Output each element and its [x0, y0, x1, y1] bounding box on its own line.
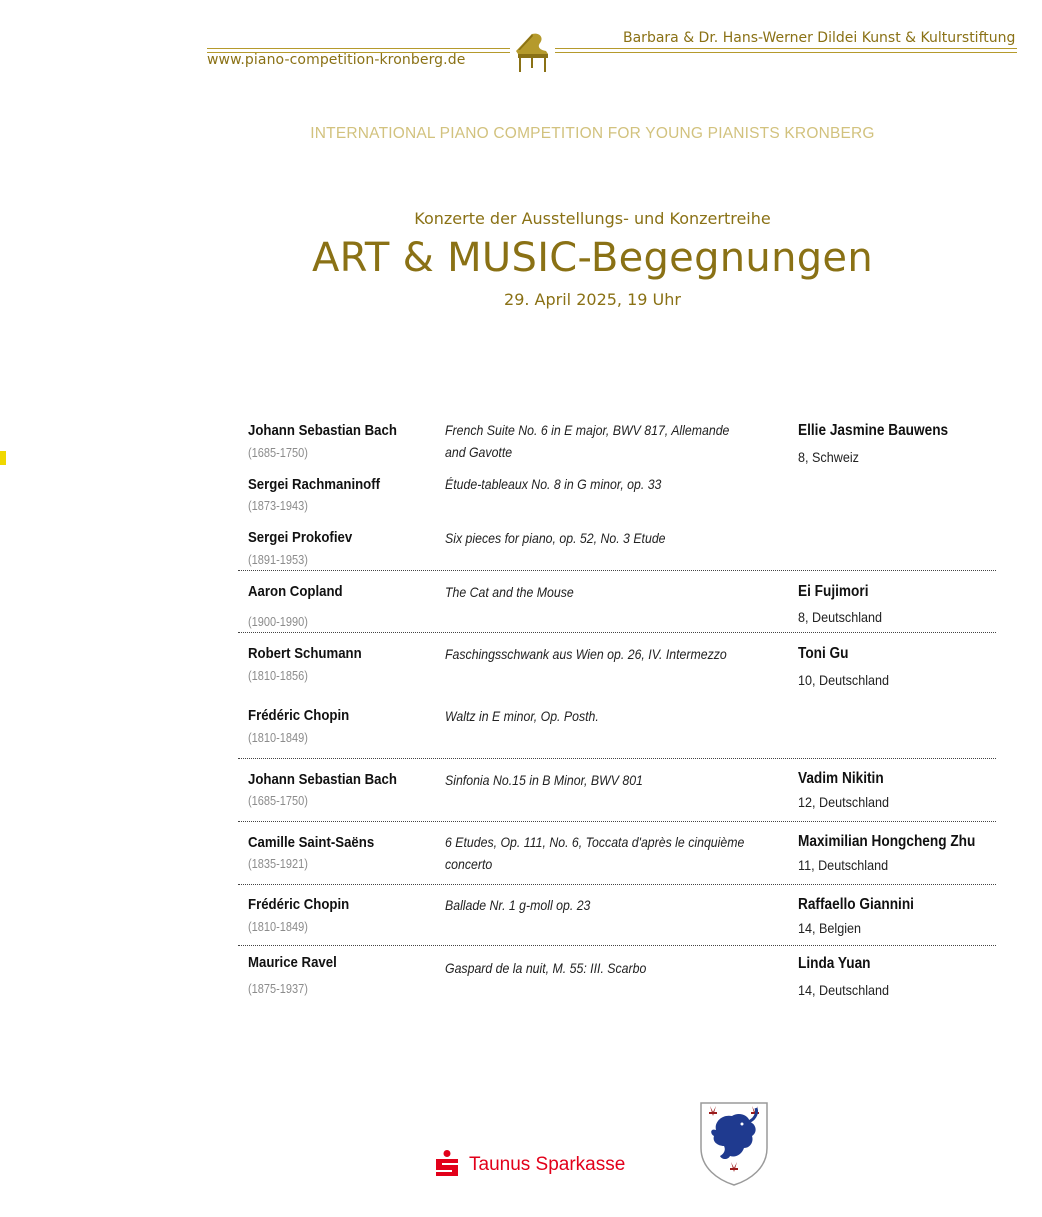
composer-years: (1810-1849): [248, 920, 308, 934]
composer-years: (1810-1849): [248, 731, 308, 745]
sponsor-bank: Taunus Sparkasse: [469, 1154, 626, 1175]
composer-name: Sergei Prokofiev: [248, 529, 353, 546]
performer-name: Vadim Nikitin: [798, 770, 884, 787]
row-separator: [238, 821, 996, 822]
row-separator: [238, 758, 996, 759]
performer-details: 14, Deutschland: [798, 982, 890, 998]
composer-name: Frédéric Chopin: [248, 896, 350, 913]
performer-details: 12, Deutschland: [798, 794, 890, 810]
composer-years: (1685-1750): [248, 794, 308, 808]
composer-name: Sergei Rachmaninoff: [248, 476, 381, 493]
composer-name: Aaron Copland: [248, 583, 343, 600]
event-date: 29. April 2025, 19 Uhr: [504, 290, 681, 309]
competition-title: INTERNATIONAL PIANO COMPETITION FOR YOUNG PIANISTS KRONBERG: [310, 125, 875, 142]
composer-years: (1873-1943): [248, 499, 308, 513]
work-title: French Suite No. 6 in E major, BWV 817, Allemande and Gavotte: [445, 422, 730, 460]
event-title: ART & MUSIC-Begegnungen: [312, 235, 873, 281]
performer-name: Raffaello Giannini: [798, 896, 914, 913]
performer-name: Maximilian Hongcheng Zhu: [798, 833, 976, 850]
performer-name: Toni Gu: [798, 645, 849, 662]
composer-name: Johann Sebastian Bach: [248, 422, 397, 439]
work-title: Gaspard de la nuit, M. 55: III. Scarbo: [445, 960, 647, 976]
foundation-name: Barbara & Dr. Hans-Werner Dildei Kunst & Kulturstiftung: [623, 30, 1016, 46]
performer-name: Ei Fujimori: [798, 583, 869, 600]
composer-name: Johann Sebastian Bach: [248, 771, 397, 788]
grand-piano-icon: [510, 30, 554, 76]
work-title: Faschingsschwank aus Wien op. 26, IV. Intermezzo: [445, 646, 727, 662]
composer-years: (1810-1856): [248, 669, 308, 683]
header-rule-left-top: [207, 48, 510, 49]
work-title: Ballade Nr. 1 g-moll op. 23: [445, 897, 591, 913]
sparkasse-logo-icon: [432, 1149, 462, 1179]
work-title: The Cat and the Mouse: [445, 584, 574, 600]
row-separator: [238, 945, 996, 946]
website-link[interactable]: www.piano-competition-kronberg.de: [207, 52, 466, 68]
composer-years: (1685-1750): [248, 446, 308, 460]
performer-details: 10, Deutschland: [798, 672, 890, 688]
row-separator: [238, 632, 996, 633]
margin-marker: [0, 451, 6, 465]
header-rule-right-bottom: [555, 52, 1017, 53]
row-separator: [238, 884, 996, 885]
composer-years: (1900-1990): [248, 615, 308, 629]
performer-details: 11, Deutschland: [798, 857, 889, 873]
row-separator: [238, 570, 996, 571]
work-title: Waltz in E minor, Op. Posth.: [445, 708, 599, 724]
composer-years: (1891-1953): [248, 553, 308, 567]
performer-name: Ellie Jasmine Bauwens: [798, 422, 949, 439]
composer-name: Robert Schumann: [248, 645, 362, 662]
performer-name: Linda Yuan: [798, 955, 871, 972]
work-title: Six pieces for piano, op. 52, No. 3 Etude: [445, 530, 666, 546]
work-title: Sinfonia No.15 in B Minor, BWV 801: [445, 772, 643, 788]
composer-years: (1835-1921): [248, 857, 308, 871]
city-crest-icon: [698, 1100, 770, 1186]
composer-name: Camille Saint-Saëns: [248, 834, 375, 851]
composer-years: (1875-1937): [248, 982, 308, 996]
performer-details: 14, Belgien: [798, 920, 862, 936]
composer-name: Frédéric Chopin: [248, 707, 350, 724]
performer-details: 8, Deutschland: [798, 609, 883, 625]
series-subtitle: Konzerte der Ausstellungs- und Konzertreihe: [414, 209, 771, 228]
performer-details: 8, Schweiz: [798, 449, 859, 465]
composer-name: Maurice Ravel: [248, 954, 337, 971]
work-title: Étude-tableaux No. 8 in G minor, op. 33: [445, 476, 662, 492]
header-rule-right-top: [555, 48, 1017, 49]
work-title: 6 Etudes, Op. 111, No. 6, Toccata d'après le cinquième concerto: [445, 834, 745, 872]
